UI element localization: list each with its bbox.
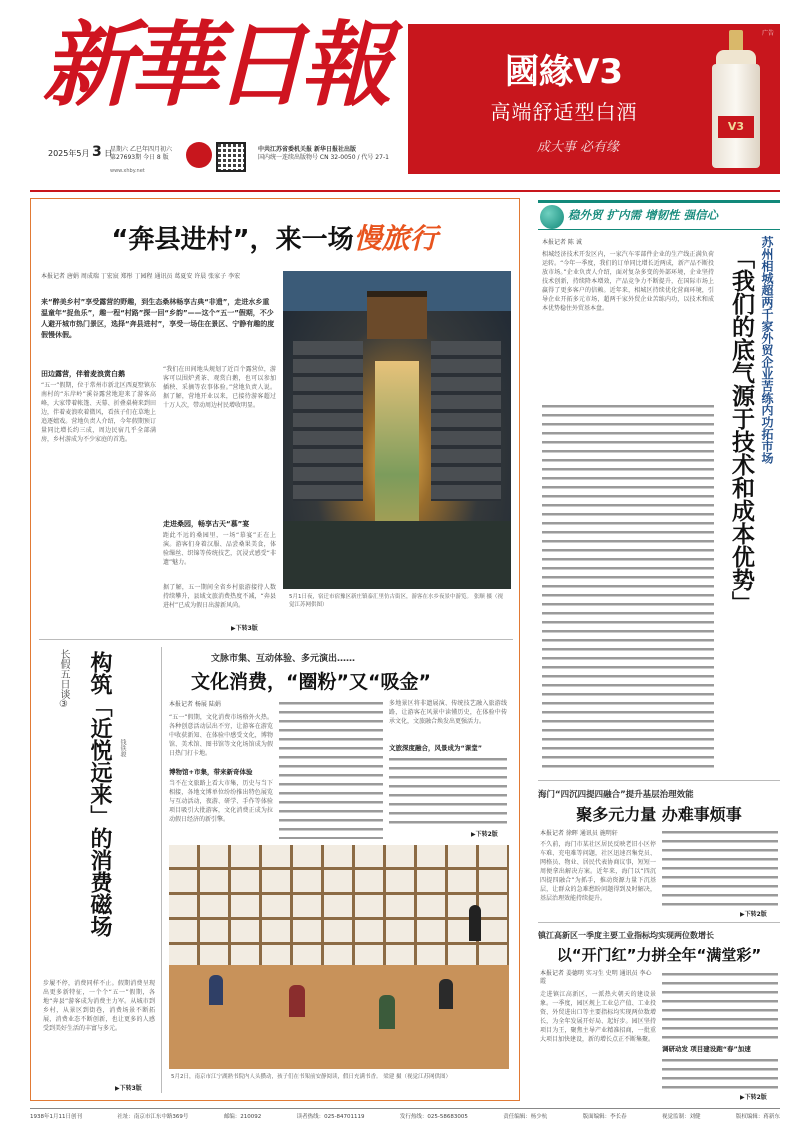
culture-kicker: 文脉市集、互动体验、多元演出…… [211, 654, 356, 664]
culture-headline: 文化消费，“圈粉”又“吸金” [191, 671, 431, 693]
lead-body-4: 据了解，五一期间全省乡村旅游接待人数持续攀升，县域文旅消费热度不减，“奔县进村”已成为假日出游新风尚。 [163, 584, 276, 609]
lead-photo [283, 271, 511, 589]
ad-signature: 成大事 必有缘 [536, 140, 620, 155]
lead-headline [31, 217, 518, 257]
lead-subheading-2: 走进桑园，畅享古天“慕”宴 [163, 520, 250, 528]
ad-tag: 广告 [761, 30, 774, 37]
date-prefix: 2025年5月 [48, 149, 90, 158]
culture-body-2: 当不在文旅路上看大市集，历史与当下相接，各地文博单位纷纷推出特色展览与互动活动，夜游、研学、手作等体验项目吸引大批游客，文化消费正成为拉动假日经济的新引擎。 [169, 780, 273, 823]
lead-byline: 本报记者 唐娟 周成瑞 丁宏宸 郑彤 丁园程 通讯员 葛夏安 许晨 张家子 李宏 [41, 273, 241, 280]
haimen-kicker: 海门“四沉四提四融合”提升基层治理效能 [538, 790, 694, 800]
right-divider-1 [538, 780, 780, 781]
logo-icon [186, 142, 212, 168]
footer-postcode: 邮编：210092 [223, 1114, 262, 1120]
lead-photo-caption: 5月1日夜，宿迁市宿豫区新庄镇泰汇里仿古街区，游客在水乡夜景中游览。 张顺 摄（视觉江苏网供图） [289, 594, 503, 608]
lead-subheading-1: 田边露营，伴着麦浪赏白鹅 [41, 370, 125, 378]
culture-body-3: 多地景区将非遗展演、传统技艺融入旅游线路，让游客在风景中读懂历史，在体验中传承文化，文旅融合焕发出更强活力。 [389, 700, 507, 725]
culture-jump[interactable]: ▶下转2版 [471, 831, 498, 838]
column-tag: 长假五日谈③ [58, 649, 69, 710]
masthead-date [48, 144, 113, 160]
zhenjiang-kicker: 镇江高新区一季度主要工业指标均实现两位数增长 [538, 931, 714, 940]
feature-byline: 本报记者 陈 诚 [542, 239, 582, 246]
banner-text [568, 207, 718, 223]
column-jump[interactable]: ▶下转3版 [115, 1085, 142, 1092]
footer-rule [30, 1108, 780, 1109]
column-divider [161, 647, 162, 1093]
haimen-body-more [662, 828, 778, 908]
zhenjiang-body-more-2 [662, 1056, 778, 1092]
zhenjiang-body-more [662, 970, 778, 1042]
culture-photo-caption: 5月2日，南京市江宁湖熟书院内人头攒动，孩子们在书架前安静阅读，假日充满书香。 梁建 摄（视觉江苏网供图） [171, 1074, 451, 1080]
footer-founded: 1938年1月11日创刊 [30, 1114, 82, 1120]
haimen-headline: 聚多元力量 办难事烦事 [576, 805, 742, 824]
zhenjiang-jump[interactable]: ▶下转2版 [740, 1094, 767, 1101]
zhenjiang-headline: 以“开门红”力拼全年“满堂彩” [556, 946, 762, 964]
lead-article [30, 198, 520, 1101]
masthead [0, 0, 800, 195]
lead-body-3: 距此不远的桑园里，一场“慕宴”正在上演。游客们身着汉服、品尝桑果美食，体验缫丝、织锦等传统技艺，沉浸式感受“非遗”魅力。 [163, 532, 276, 566]
banner-part-3: 增韧性 [645, 208, 680, 222]
column-body: 步履不停，消费同样不止。假期消费呈现出更多新特征，一个个“五一”假期，各地“奔县”游客成为消费主力军。从城市到乡村，从景区到街巷，消费场景不断拓展，消费业态不断创新，也让更多的人感受到美好生活的丰富与多元。 [43, 980, 155, 1032]
masthead-rule [30, 190, 780, 192]
footer [30, 1112, 780, 1120]
footer-copyright: 版权编辑：蒋新东 [735, 1114, 780, 1120]
zhenjiang-body: 走进镇江高新区，一派热火朝天的建设景象。一季度，园区规上工业总产值、工业投资、外贸进出口等主要指标均实现两位数增长，为全年发展开好局、起好步。园区坚持项目为王，聚焦主导产业精准招商，一批重大项目加快建设，新的增长点正不断集聚。 [540, 991, 656, 1043]
zhenjiang-byline: 本报记者 姜德明 实习生 史明 通讯员 李心霞 [540, 970, 652, 985]
culture-subheading-2: 文旅深度融合，风景成为“课堂” [389, 744, 483, 752]
lead-headline-a: “奔县进村”，来一场 [111, 225, 354, 255]
culture-subheading-1: 博物馆+市集，带来新奇体验 [169, 768, 253, 776]
publisher-info [258, 146, 389, 162]
culture-body-1: “五一”假期，文化消费市场格外火热。各种创意活动层出不穷，让游客在游览中收获新知、在体验中感受文化，博物馆、美术馆、图书馆等文化场馆成为假日热门打卡地。 [169, 714, 273, 757]
globe-icon [540, 205, 564, 229]
bottle-icon [708, 30, 764, 170]
masthead-title: 新華日報 [42, 11, 387, 119]
culture-byline: 本报记者 杨展 陆娟 [169, 701, 221, 708]
feature-body-more [542, 402, 714, 772]
lead-headline-b: 慢旅行 [353, 222, 438, 255]
haimen-body: 不久前，海门市某社区居民反映老旧小区停车难、充电难等问题，社区迅速召集党员、网格员、物业、居民代表协商议事，短短一周便拿出解决方案。近年来，海门以“四沉四提四融合”为抓手，推动资源力量下沉基层，让群众的急难愁盼问题得到及时解决，基层治理效能持续提升。 [540, 841, 656, 902]
website: www.xhby.net [110, 168, 145, 174]
footer-address: 社址：南京市江东中路369号 [117, 1114, 189, 1120]
masthead-date-info [110, 146, 172, 162]
publisher-line2: 新华日报社出版 [313, 146, 356, 153]
banner-part-1: 稳外贸 [568, 208, 603, 222]
ad-brand: 國緣V3 [505, 52, 623, 92]
lead-body-2: “我们在田间地头规划了近百个露营位，游客可以围炉煮茶、观赏白鹅，也可以参加插秧、采摘等农事体验。”营地负责人说。据了解，营地开业以来，已接待游客超过十万人次，带动周边村民增收明显。 [163, 366, 276, 409]
footer-distribution-hotline: 发行热线：025-58683005 [399, 1114, 468, 1120]
lead-jump[interactable]: ▶下转3版 [231, 625, 258, 632]
issue-number: 第27693期 [110, 154, 142, 161]
weekday: 星期六 [110, 146, 129, 153]
banner-part-2: 扩内需 [606, 208, 642, 222]
publisher-line1: 中共江苏省委机关报 [258, 146, 313, 153]
qr-code-icon [216, 142, 246, 172]
page-count: 今日 8 版 [143, 154, 169, 161]
feature-kicker: 苏州相城超两千家外贸企业苦练内功拓市场 [760, 236, 774, 464]
lead-divider [39, 639, 513, 640]
column-author: 钱铁骏 [119, 739, 126, 757]
cn-code: 国内统一连续出版物号 CN 32-0050 / 代号 27-1 [258, 154, 389, 161]
culture-photo [169, 845, 509, 1069]
column-headline: 构筑「近悦远来」的消费磁场 [87, 651, 112, 937]
zhenjiang-subheading: 调研动发 项目建设跑“春”加速 [662, 1045, 751, 1053]
lead-intro: 来“醉美乡村”享受露营的野趣，到生态桑林畅享古典“非遗”，走进水乡重温童年“捉鱼乐”，趣一程“村路”探一回“乡韵”——这个“五一”假期，不少人避开城市热门景区，选择“奔县进村”，享受一场住在景区、宁静有趣的度假慢休假。 [41, 298, 275, 339]
culture-body-col3 [389, 755, 507, 829]
ad-banner[interactable] [408, 24, 780, 174]
right-banner [538, 200, 780, 230]
right-divider-2 [538, 922, 780, 923]
lunar-date: 乙巳年四月初六 [129, 146, 172, 153]
haimen-byline: 本报记者 徐晖 通讯员 施明轩 [540, 830, 618, 837]
footer-reader-hotline: 读者热线：025-84701119 [296, 1114, 365, 1120]
ad-slogan: 高端舒适型白酒 [490, 100, 638, 124]
lead-body-1: “五一”假期，位于常州市新北区西夏墅镇东南村的“东岸岭”溪谷露营地迎来了游客高峰，大家带着帐篷、天幕、折叠桌椅来到田边，伴着麦浪吹着微风，看孩子们在草地上追逐嬉戏。营地负责人介绍，今年假期预订量同比增长约三成，周边民宿几乎全部满房，乡村游成为不少家庭的首选。 [41, 382, 156, 443]
feature-body: 相城经济技术开发区内，一家汽车零部件企业的生产线正满负荷运转。“今年一季度，我们的订单同比增长近两成，新产品不断投放市场。”企业负责人介绍，面对复杂多变的外部环境，企业坚持技术创新，持续降本增效，产品竞争力不断提升，在国际市场上赢得了更多客户的信赖。近年来，相城区持续优化营商环境，引导企业开拓多元市场，超两千家外贸企业苦练内功，以技术和成本优势稳住外贸基本盘。 [542, 251, 714, 312]
haimen-jump[interactable]: ▶下转2版 [740, 911, 767, 918]
banner-part-4: 强信心 [683, 208, 719, 222]
footer-visual: 视觉监制：刘健 [662, 1114, 701, 1120]
date-suffix: 日 [104, 149, 113, 158]
bottle-label: V3 [718, 116, 754, 138]
date-day: 3 [92, 144, 102, 160]
feature-headline: 「我们的底气源于技术和成本优势」 [728, 246, 754, 614]
footer-editor: 责任编辑：杨少杭 [503, 1114, 548, 1120]
culture-body-col2 [279, 699, 383, 839]
footer-layout-editor: 版面编辑：李长春 [582, 1114, 627, 1120]
